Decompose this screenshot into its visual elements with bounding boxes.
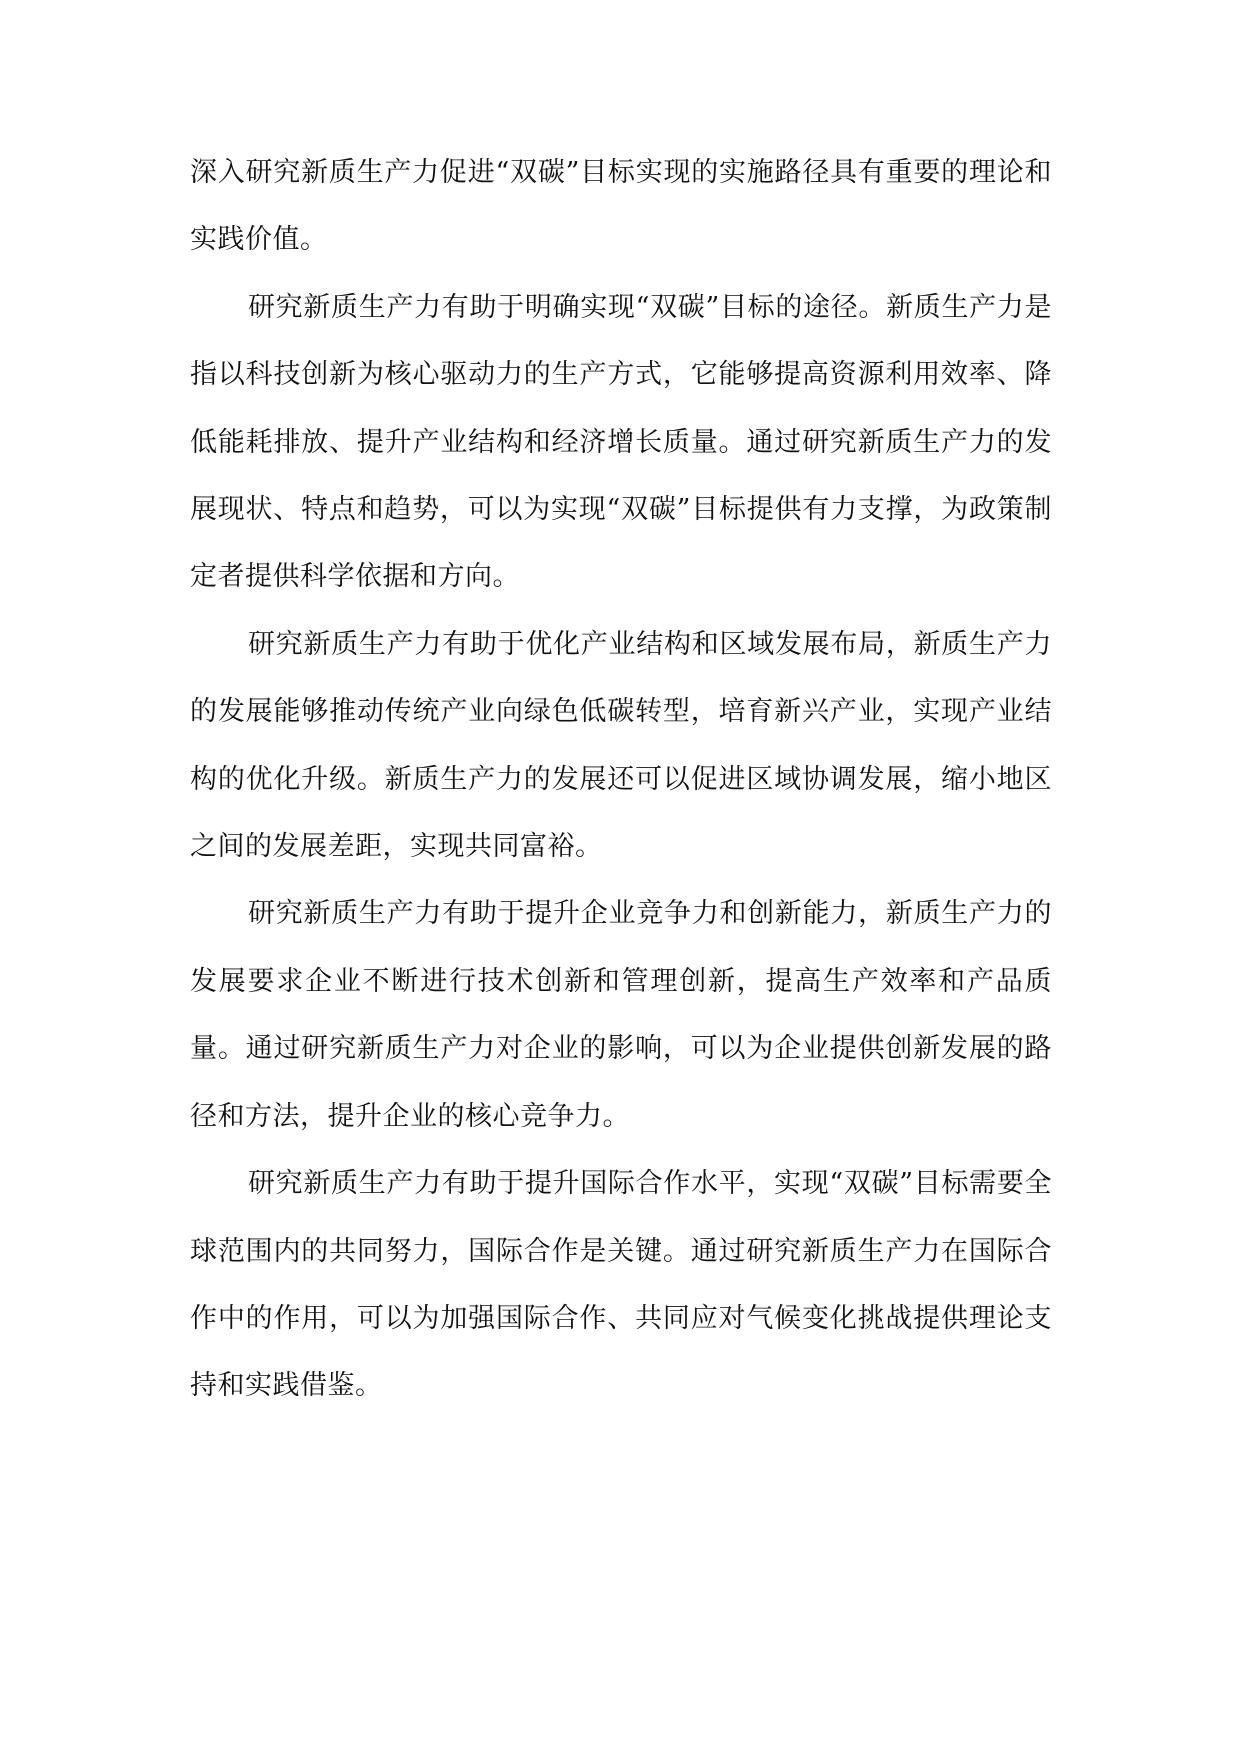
- paragraph-2: 研究新质生产力有助于明确实现“双碳”目标的途径。新质生产力是指以科技创新为核心驱动力的生产方式，它能够提高资源利用效率、降低能耗排放、提升产业结构和经济增长质量。通过研究新质生产力的发展现状、特点和趋势，可以为实现“双碳”目标提供有力支撑，为政策制定者提供科学依据和方向。: [190, 291, 1052, 593]
- paragraph-4: 研究新质生产力有助于提升企业竞争力和创新能力，新质生产力的发展要求企业不断进行技术创新和管理创新，提高生产效率和产品质量。通过研究新质生产力对企业的影响，可以为企业提供创新发展的路径和方法，提升企业的核心竞争力。: [190, 898, 1052, 1132]
- paragraph-5: 研究新质生产力有助于提升国际合作水平，实现“双碳”目标需要全球范围内的共同努力，国际合作是关键。通过研究新质生产力在国际合作中的作用，可以为加强国际合作、共同应对气候变化挑战提供理论支持和实践借鉴。: [190, 1168, 1052, 1402]
- paragraph-1: 深入研究新质生产力促进“双碳”目标实现的实施路径具有重要的理论和实践价值。: [190, 157, 1052, 256]
- paragraph-3: 研究新质生产力有助于优化产业结构和区域发展布局，新质生产力的发展能够推动传统产业向绿色低碳转型，培育新兴产业，实现产业结构的优化升级。新质生产力的发展还可以促进区域协调发展，缩小地区之间的发展差距，实现共同富裕。: [190, 628, 1052, 863]
- document-body: [190, 139, 1052, 1420]
